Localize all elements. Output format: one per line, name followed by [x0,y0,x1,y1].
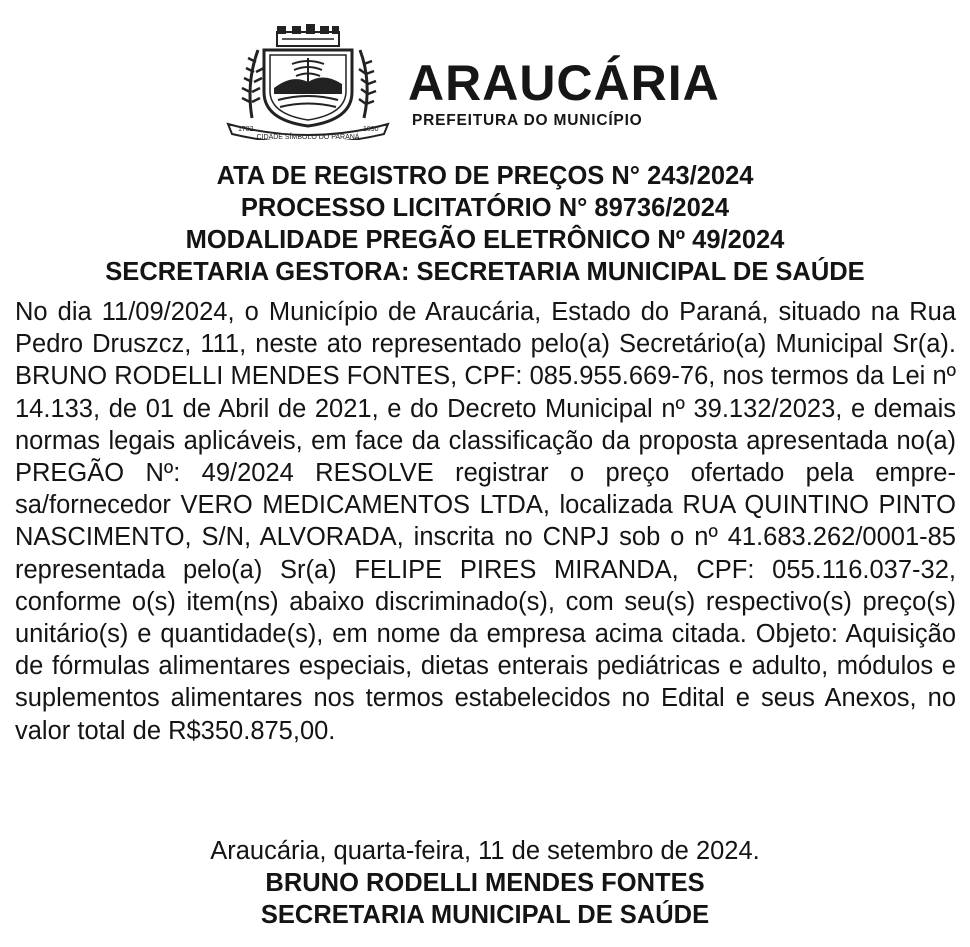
brand-subtitle: PREFEITURA DO MUNICÍPIO [412,112,643,129]
header [222,22,752,140]
signatory-name: BRUNO RODELLI MENDES FONTES [265,869,705,897]
brand-name: ARAUCÁRIA [408,55,720,111]
signatory-organization: SECRETARIA MUNICIPAL DE SAÚDE [260,901,710,929]
document-titles [0,160,970,288]
title-processo: PROCESSO LICITATÓRIO N° 89736/2024 [240,194,730,222]
place-date: Araucária, quarta-feira, 11 de setembro de 2024. [210,837,760,865]
title-modalidade: MODALIDADE PREGÃO ELETRÔNICO Nº 49/2024 [185,226,785,254]
closing-block [0,835,970,931]
body-paragraph: No dia 11/09/2024, o Município de Araucária, Estado do Paraná, situado na Rua Pedro Druszcz, 111, neste ato representado pelo(a) Secretário(a) Municipal Sr(a). BRUNO RODELLI MENDES FONTES, CPF: 085.955.669-76, nos termos da Lei nº 14.133, de 01 de Abril de 2021, e do Decreto Municipal nº 39.132/2023, e demais normas legais aplicáveis, em face da classificação da proposta apresentada no(a) PREGÃO Nº: 49/2024 RESOLVE registrar o preço ofertado pela empresa/fornecedor VERO MEDICAMENTOS LTDA, localizada RUA QUINTINO PINTO NASCIMENTO, S/N, ALVORADA, inscrita no CNPJ sob o nº 41.683.262/0001-85 representada pelo(a) Sr(a) FELIPE PIRES MIRANDA, CPF: 055.116.037-32, conforme o(s) item(ns) abaixo discriminado(s), com seu(s) respectivo(s) preço(s) unitário(s) e quantidade(s), em nome da empresa acima citada. Objeto: Aquisição de fórmulas alimentares especiais, dietas enterais pediátricas e adulto, módulos e suplementos alimentares nos termos estabelecidos no Edital e seus Anexos, no valor total de R$350.875,00. [15,298,956,745]
title-ata: ATA DE REGISTRO DE PREÇOS N° 243/2024 [216,162,754,190]
svg-text:1782: 1782 [238,126,254,133]
title-secretaria: SECRETARIA GESTORA: SECRETARIA MUNICIPAL DE SAÚDE [105,258,865,286]
svg-text:1890: 1890 [363,126,379,133]
svg-text:CIDADE SÍMBOLO DO PARANÁ: CIDADE SÍMBOLO DO PARANÁ [256,134,360,140]
coat-of-arms-icon [222,22,394,140]
